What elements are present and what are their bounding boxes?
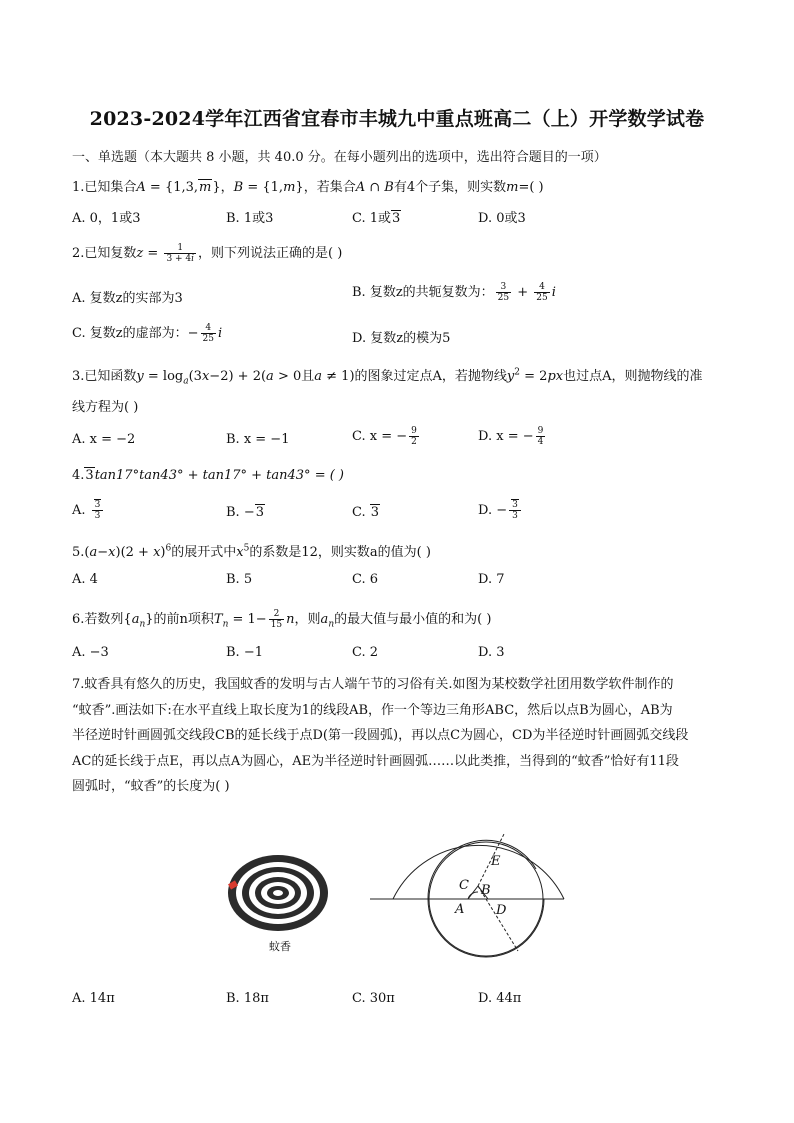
q6-option-c[interactable]: C. 2 xyxy=(352,645,379,660)
q7-line4: AC的延长线于点E，再以点A为圆心，AE为半径逆时针画圆弧……以此类推，当得到的“蚊香”恰好有11段 xyxy=(72,753,679,769)
label-e: E xyxy=(491,854,501,869)
q7-line2: “蚊香”.画法如下:在水平直线上取长度为1的线段AB，作一个等边三角形ABC，然后以点B为圆心，AB为 xyxy=(72,702,673,718)
q2-option-b[interactable]: B. 复数z的共轭复数为： $\frac{3}{25}$ + $\frac{4}{25}$ i xyxy=(352,282,556,303)
q1-text-b: ， xyxy=(220,180,234,195)
q3-option-c-text: C. x = − xyxy=(352,429,408,444)
mosquito-coil-image xyxy=(226,852,332,940)
q6-text-c: ，则 xyxy=(294,612,321,627)
q7-option-d[interactable]: D. 44π xyxy=(478,991,522,1006)
q1-option-d[interactable]: D. 0或3 xyxy=(478,211,526,226)
q7-line5: 圆弧时，“蚊香”的长度为( ) xyxy=(72,779,230,794)
q4-option-b-text: B. − xyxy=(226,505,255,520)
q6-text-d: 的最大值与最小值的和为( ) xyxy=(334,612,492,627)
q4-number: 4. xyxy=(72,468,85,483)
q4-option-d[interactable]: D. − $\frac{3}{3}$ xyxy=(478,500,523,521)
q3-option-d[interactable]: D. x = − $\frac{9}{4}$ xyxy=(478,426,544,447)
q2-option-a[interactable]: A. 复数z的实部为3 xyxy=(72,291,183,306)
q5-stem: $5.(a-x)(2 + x)^6$的展开式中$x^5$的系数是12，则实数a的值为( ) xyxy=(72,543,431,560)
q1-text-d: 有4个子集，则实数 xyxy=(393,180,507,195)
q1-option-b[interactable]: B. 1或3 xyxy=(226,211,274,226)
q2-option-d[interactable]: D. 复数z的模为5 xyxy=(352,331,451,346)
q7-stem xyxy=(72,672,722,800)
q7-line3: 半径逆时针画圆弧交线段CB的延长线于点D(第一段圆弧)，再以点C为圆心，CD为半径逆时针画圆弧交线段 xyxy=(72,728,689,743)
section-heading: 一、单选题（本大题共 8 小题，共 40.0 分。在每小题列出的选项中，选出符合题目的一项） xyxy=(72,150,607,165)
q6-option-b[interactable]: B. −1 xyxy=(226,645,263,660)
page-title: 2023-2024学年江西省宜春市丰城九中重点班高二（上）开学数学试卷 xyxy=(89,108,705,130)
q1-stem: 1.已知集合A = {1,3,m}，B = {1,m}，若集合A ∩ B有4个子集，则实数m=( ) xyxy=(72,180,544,195)
q2-option-c-text: C. 复数z的虚部为： xyxy=(72,326,188,341)
q6-option-a[interactable]: A. −3 xyxy=(72,645,109,660)
q1-option-a[interactable]: A. 0，1或3 xyxy=(72,211,141,226)
q2-option-c[interactable]: C. 复数z的虚部为：− $\frac{4}{25}$ i xyxy=(72,323,223,344)
q1-text-c: ，若集合 xyxy=(303,180,356,195)
q4-option-c[interactable]: C. 3 xyxy=(352,505,380,520)
q1-option-c[interactable]: C. 1或3 xyxy=(352,211,401,226)
label-a: A xyxy=(455,902,465,917)
q3-text-c: 也过点A，则抛物线的准 xyxy=(563,369,703,384)
q6-text-b: 的前n项积 xyxy=(153,612,214,627)
q4-option-b[interactable]: B. −3 xyxy=(226,505,264,520)
q6-text-a: 6.若数列 xyxy=(72,612,124,627)
q6-stem: 6.若数列$\{a_n\}$的前n项积$T_n = 1-$ $\frac{2}{15}$ n，则$a_n$的最大值与最小值的和为( ) xyxy=(72,609,492,630)
q3-text-a: 3.已知函数 xyxy=(72,369,137,384)
q5-text-a: 5. xyxy=(72,545,85,560)
q5-option-b[interactable]: B. 5 xyxy=(226,572,253,587)
q7-option-a[interactable]: A. 14π xyxy=(72,991,115,1006)
q4-text: tan17°tan43° + tan17° + tan43° = ( ) xyxy=(94,468,344,483)
q3-stem-line2: 线方程为( ) xyxy=(72,400,139,415)
q7-line1: 7.蚊香具有悠久的历史，我国蚊香的发明与古人端午节的习俗有关.如图为某校数学社团用数学软件制作的 xyxy=(72,677,674,692)
q2-stem: 2.已知复数z = $\frac{1}{3 + 4i}$ ，则下列说法正确的是( ) xyxy=(72,243,343,264)
q7-option-c[interactable]: C. 30π xyxy=(352,991,395,1006)
q5-option-c[interactable]: C. 6 xyxy=(352,572,379,587)
q4-option-a[interactable]: A. $\frac{3}{3}$ xyxy=(72,500,105,521)
q3-option-c[interactable]: C. x = − $\frac{9}{2}$ xyxy=(352,426,417,447)
q6-option-d[interactable]: D. 3 xyxy=(478,645,505,660)
label-c: C xyxy=(459,878,469,893)
label-d: D xyxy=(496,903,507,918)
q4-option-a-text: A. xyxy=(72,503,86,518)
q7-option-b[interactable]: B. 18π xyxy=(226,991,269,1006)
q3-option-b[interactable]: B. x = −1 xyxy=(226,432,290,447)
q4-option-d-text: D. − xyxy=(478,503,508,518)
q3-option-a[interactable]: A. x = −2 xyxy=(72,432,136,447)
q1-text-a: 1.已知集合 xyxy=(72,180,137,195)
q5-text-b: 的展开式中 xyxy=(171,545,237,560)
q5-text-c: 的系数是12，则实数a的值为( ) xyxy=(249,545,431,560)
q2-text-b: ，则下列说法正确的是( ) xyxy=(198,246,343,261)
q4-option-c-text: C. xyxy=(352,505,366,520)
q3-option-d-text: D. x = − xyxy=(478,429,534,444)
q1-option-c-text: C. 1或 xyxy=(352,211,392,226)
q4-stem: 4.3tan17°tan43° + tan17° + tan43° = ( ) xyxy=(72,468,344,483)
q5-option-d[interactable]: D. 7 xyxy=(478,572,505,587)
q5-option-a[interactable]: A. 4 xyxy=(72,572,98,587)
q2-text-a: 2.已知复数 xyxy=(72,246,137,261)
q2-option-b-text: B. 复数z的共轭复数为： xyxy=(352,285,494,300)
q3-stem-line1: 3.已知函数$y = \log_a(3x-2) + 2(a > 0$且a ≠ 1)的图象过定点A，若抛物线$y^2 = 2px$也过点A，则抛物线的准 xyxy=(72,367,703,387)
coil-caption: 蚊香 xyxy=(269,940,291,953)
q3-text-b: 的图象过定点A，若抛物线 xyxy=(354,369,507,384)
label-b: B xyxy=(481,883,491,898)
q1-text-e: =( ) xyxy=(518,180,544,195)
